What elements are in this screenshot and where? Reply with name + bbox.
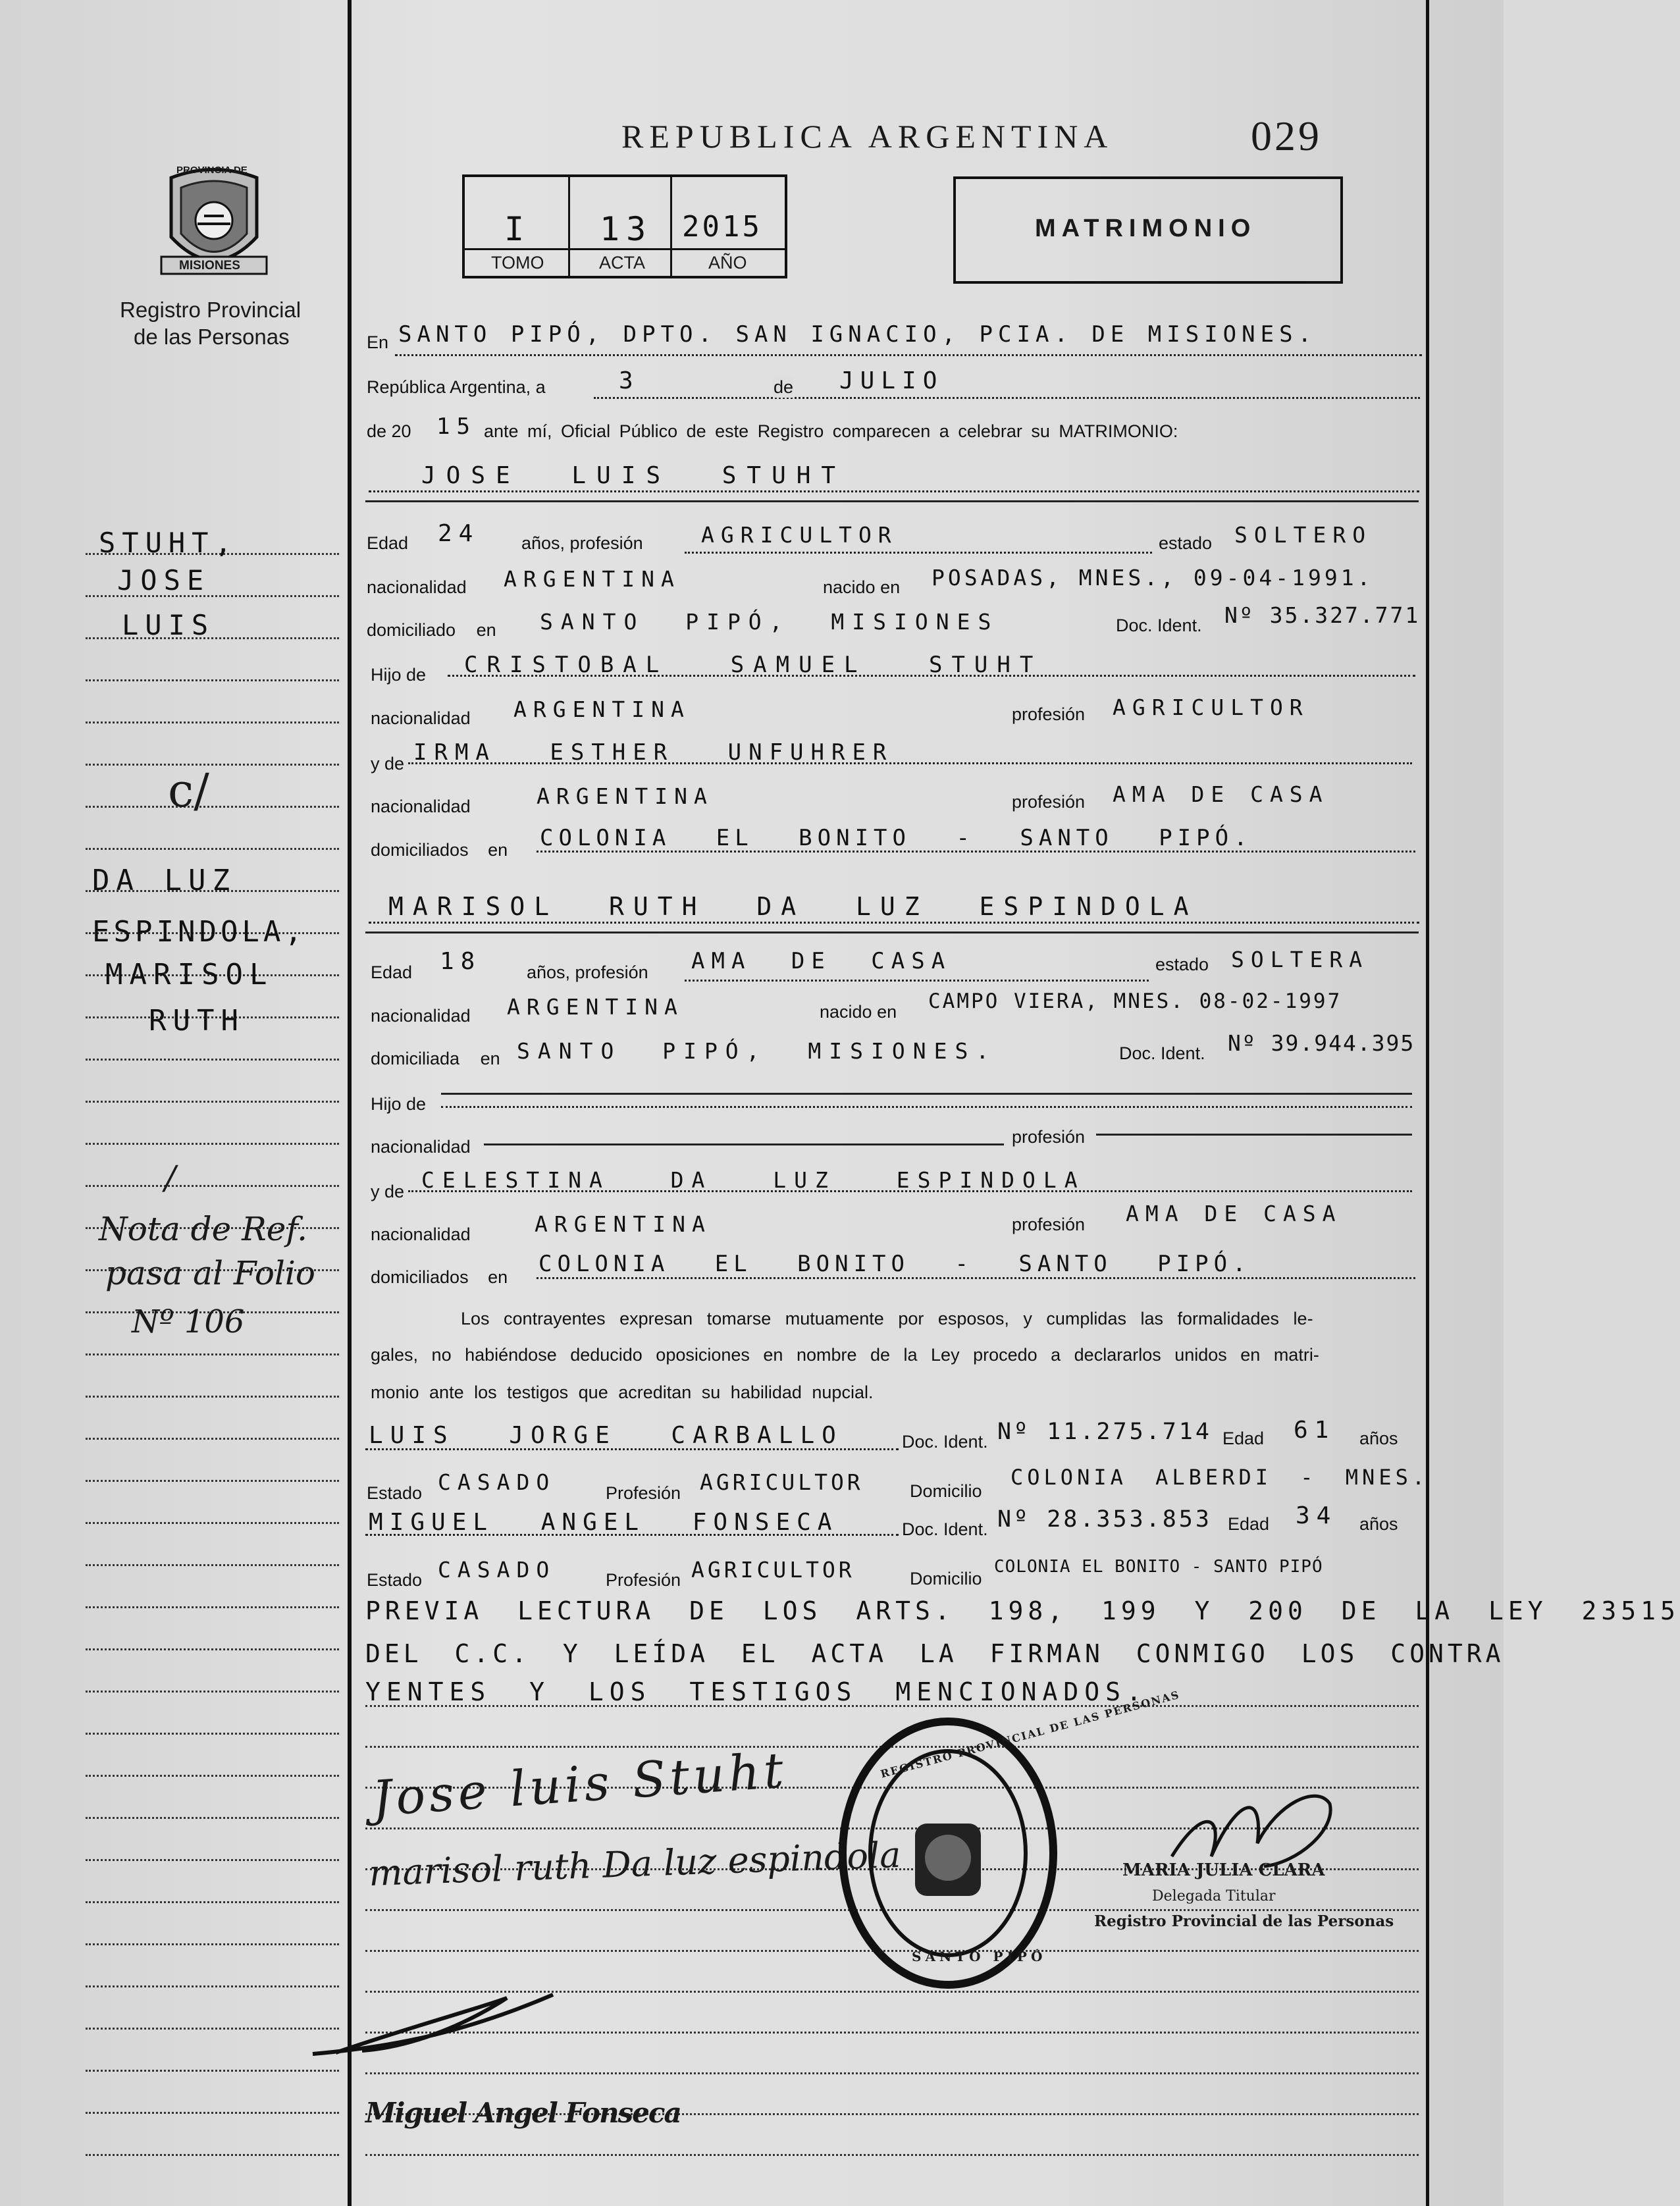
- witness2-dom-label: Domicilio: [910, 1569, 982, 1589]
- witness2-edad-label: Edad: [1228, 1514, 1270, 1534]
- margin-line-right: [1426, 0, 1429, 2206]
- witness1-name: LUIS JORGE CARBALLO: [369, 1422, 843, 1449]
- groom-mother-prof-label: profesión: [1012, 792, 1086, 812]
- bride-estado: SOLTERA: [1231, 947, 1369, 972]
- groom-doc-label: Doc. Ident.: [1116, 616, 1202, 635]
- groom-estado-label: estado: [1159, 533, 1213, 553]
- left-column-line: [86, 2112, 339, 2114]
- groom-mother-prof: AMA DE CASA: [1113, 781, 1329, 807]
- bride-father-nat-label: nacionalidad: [371, 1137, 471, 1157]
- left-column-line: [86, 806, 339, 808]
- ano-value: 2015: [682, 210, 762, 244]
- margin-groom-name1: JOSE: [117, 564, 211, 596]
- month-value: JULIO: [839, 367, 944, 394]
- witness2-doc: Nº 28.353.853: [997, 1506, 1212, 1533]
- acta-label: ACTA: [599, 253, 646, 273]
- bride-mother-prof-label: profesión: [1012, 1215, 1086, 1234]
- page-number: 029: [1251, 113, 1322, 159]
- witness2-estado-label: Estado: [367, 1570, 423, 1590]
- witness1-doc-label: Doc. Ident.: [902, 1432, 988, 1452]
- registry-name-line1: Registro Provincial: [120, 298, 302, 322]
- registry-name-line2: de las Personas: [134, 325, 290, 349]
- witness2-prof-label: Profesión: [606, 1570, 681, 1590]
- left-column-line: [86, 1733, 339, 1735]
- witness1-doc: Nº 11.275.714: [997, 1419, 1212, 1445]
- bride-doc-label: Doc. Ident.: [1119, 1043, 1205, 1063]
- left-column-line: [86, 2070, 339, 2072]
- margin-groom-surname: STUHT,: [99, 527, 238, 559]
- margin-note-line1: Nota de Ref.: [99, 1210, 307, 1248]
- groom-mother-nat: ARGENTINA: [537, 783, 714, 809]
- act-type: MATRIMONIO: [1035, 215, 1257, 242]
- document-title: REPUBLICA ARGENTINA: [621, 118, 1114, 155]
- bride-edad-label: Edad: [371, 962, 413, 982]
- left-column-line: [86, 848, 339, 850]
- left-column-line: [86, 1775, 339, 1777]
- bride-age: 18: [440, 948, 482, 975]
- act-type-box: [953, 176, 1343, 284]
- year-prefix: de 20: [367, 421, 411, 441]
- body-text-line2: gales, no habiéndose deducido oposiciones en nombre de la Ley procedo a declararlos unidos en matri-: [371, 1345, 1319, 1365]
- year-suffix: 15: [436, 413, 477, 440]
- en-label: En: [367, 332, 389, 352]
- witness2-dom: COLONIA EL BONITO - SANTO PIPÓ: [994, 1557, 1323, 1577]
- bride-hijo-label: Hijo de: [371, 1094, 427, 1114]
- day-value: 3: [619, 367, 640, 394]
- groom-nationality: ARGENTINA: [504, 566, 681, 592]
- bride-anos-profesion-label: años, profesión: [527, 962, 648, 982]
- witness1-estado-label: Estado: [367, 1483, 423, 1503]
- groom-hijo-label: Hijo de: [371, 665, 427, 685]
- groom-estado: SOLTERO: [1234, 522, 1373, 548]
- left-column-line: [86, 1691, 339, 1693]
- seal-text: REGISTRO PROVINCIAL DE LAS PERSONAS: [879, 1688, 1182, 1781]
- witness1-anos-label: años: [1359, 1429, 1398, 1448]
- left-column-line: [86, 722, 339, 723]
- left-column-line: [86, 1606, 339, 1608]
- bride-born: CAMPO VIERA, MNES. 08-02-1997: [928, 989, 1342, 1013]
- bride-mother: CELESTINA DA LUZ ESPINDOLA: [421, 1167, 1086, 1193]
- groom-full-name: JOSE LUIS STUHT: [421, 462, 847, 489]
- bride-mother-prof: AMA DE CASA: [1126, 1201, 1342, 1226]
- left-column-line: [86, 1817, 339, 1819]
- groom-signature: Jose luis Stuht: [370, 1742, 789, 1827]
- margin-groom-name2: LUIS: [122, 609, 215, 641]
- before-text: ante mí, Oficial Público de este Registro comparecen a celebrar su MATRIMONIO:: [484, 421, 1178, 441]
- left-column-line: [86, 1564, 339, 1566]
- groom-nacionalidad-label: nacionalidad: [367, 577, 467, 597]
- witness1-dom-label: Domicilio: [910, 1481, 982, 1501]
- groom-born: POSADAS, MNES., 09-04-1991.: [932, 565, 1374, 591]
- margin-bride-surname1: DA LUZ: [92, 864, 236, 897]
- groom-father-prof: AGRICULTOR: [1113, 695, 1309, 720]
- witness2-signature: Miguel Angel Fonseca: [365, 2097, 681, 2129]
- margin-tick: /: [165, 1159, 176, 1197]
- left-column-line: [86, 1522, 339, 1524]
- left-column-line: [86, 1059, 339, 1061]
- left-column-line: [86, 1943, 339, 1945]
- groom-parents-dom: COLONIA EL BONITO - SANTO PIPÓ.: [540, 825, 1253, 851]
- groom-anos-profesion-label: años, profesión: [521, 533, 643, 553]
- left-column-line: [86, 1859, 339, 1861]
- witness1-edad-label: Edad: [1222, 1429, 1265, 1448]
- left-column-line: [86, 1901, 339, 1903]
- official-org: Registro Provincial de las Personas: [1094, 1912, 1394, 1930]
- left-column-line: [86, 1480, 339, 1482]
- margin-note-line2: pasa al Folio: [105, 1254, 316, 1292]
- left-column-line: [86, 2154, 339, 2156]
- witness2-age: 34: [1296, 1502, 1338, 1529]
- witness2-anos-label: años: [1359, 1514, 1398, 1534]
- witness1-dom: COLONIA ALBERDI - MNES.: [1011, 1465, 1429, 1490]
- groom-nacido-label: nacido en: [823, 577, 901, 597]
- bride-nationality: ARGENTINA: [507, 994, 684, 1020]
- groom-father-nat: ARGENTINA: [513, 696, 691, 722]
- closing-line2: DEL C.C. Y LEÍDA EL ACTA LA FIRMAN CONMIGO LOS CONTRA: [365, 1639, 1505, 1668]
- bride-mother-nat: ARGENTINA: [535, 1211, 712, 1237]
- groom-profession: AGRICULTOR: [701, 522, 898, 548]
- bride-yde-label: y de: [371, 1182, 405, 1201]
- groom-parents-dom-label: domiciliados en: [371, 840, 508, 860]
- left-column-line: [86, 1648, 339, 1650]
- margin-note-line3: Nº 106: [132, 1303, 245, 1340]
- body-writing-line: [365, 2072, 1419, 2074]
- bride-signature: marisol ruth Da luz espindola: [368, 1833, 902, 1895]
- groom-father-nat-label: nacionalidad: [371, 708, 471, 728]
- groom-father: CRISTOBAL SAMUEL STUHT: [464, 652, 1043, 678]
- witness2-doc-label: Doc. Ident.: [902, 1519, 988, 1539]
- left-column-line: [86, 1985, 339, 1987]
- witness1-signature-scribble: [309, 1988, 560, 2061]
- emblem-bottom-text: MISIONES: [179, 259, 240, 273]
- tomo-label: TOMO: [491, 253, 544, 273]
- groom-edad-label: Edad: [367, 533, 409, 553]
- groom-age: 24: [438, 520, 480, 547]
- tomo-value: I: [504, 210, 531, 248]
- bride-estado-label: estado: [1155, 955, 1209, 974]
- bride-parents-dom: COLONIA EL BONITO - SANTO PIPÓ.: [538, 1251, 1251, 1277]
- bride-father-prof-label: profesión: [1012, 1127, 1086, 1147]
- bride-profession: AMA DE CASA: [691, 948, 952, 974]
- ano-label: AÑO: [708, 253, 747, 273]
- left-column-line: [86, 1438, 339, 1440]
- groom-mother-nat-label: nacionalidad: [371, 797, 471, 816]
- witness2-name: MIGUEL ANGEL FONSECA: [369, 1509, 839, 1536]
- left-column-line: [86, 1143, 339, 1145]
- acta-value: 13: [600, 210, 653, 248]
- groom-domiciliado-label: domiciliado en: [367, 620, 496, 640]
- witness2-prof: AGRICULTOR: [691, 1557, 855, 1583]
- left-column-line: [86, 2028, 339, 2030]
- margin-line-left: [348, 0, 352, 2206]
- republica-label: República Argentina, a: [367, 377, 546, 397]
- groom-mother: IRMA ESTHER UNFUHRER: [413, 739, 894, 766]
- tomo-acta-ano-table: [462, 174, 787, 278]
- witness1-prof: AGRICULTOR: [700, 1469, 864, 1495]
- left-column-line: [86, 1353, 339, 1355]
- official-name: MARIA JULIA CLARA: [1122, 1860, 1325, 1880]
- margin-bride-name1: MARISOL: [105, 958, 274, 991]
- bride-nacido-label: nacido en: [820, 1002, 897, 1022]
- witness2-estado: CASADO: [438, 1557, 556, 1583]
- witness1-estado: CASADO: [438, 1469, 556, 1495]
- left-column-line: [86, 679, 339, 681]
- witness1-prof-label: Profesión: [606, 1483, 681, 1503]
- seal-bottom-text: SANTO PIPÓ: [912, 1949, 1047, 1964]
- body-writing-line: [365, 1705, 1419, 1707]
- closing-line3: YENTES Y LOS TESTIGOS MENCIONADOS.: [365, 1677, 1147, 1706]
- bride-nacionalidad-label: nacionalidad: [371, 1006, 471, 1026]
- bride-doc: Nº 39.944.395: [1228, 1030, 1415, 1056]
- place-value: SANTO PIPÓ, DPTO. SAN IGNACIO, PCIA. DE MISIONES.: [398, 321, 1317, 348]
- body-text-line3: monio ante los testigos que acreditan su habilidad nupcial.: [371, 1382, 874, 1402]
- groom-father-prof-label: profesión: [1012, 704, 1086, 724]
- bride-mother-nat-label: nacionalidad: [371, 1224, 471, 1244]
- left-column-line: [86, 1185, 339, 1187]
- official-title: Delegada Titular: [1152, 1888, 1276, 1904]
- bride-domiciliada-label: domiciliada en: [371, 1049, 500, 1068]
- body-writing-line: [365, 2154, 1419, 2156]
- left-column-line: [86, 1101, 339, 1103]
- body-text-line1: Los contrayentes expresan tomarse mutuamente por esposos, y cumplidas las formalidades le-: [461, 1309, 1313, 1328]
- margin-bride-surname2: ESPINDOLA,: [92, 915, 306, 949]
- bride-domicile: SANTO PIPÓ, MISIONES.: [517, 1038, 997, 1064]
- left-column-line: [86, 764, 339, 766]
- bride-full-name: MARISOL RUTH DA LUZ ESPINDOLA: [388, 892, 1198, 921]
- groom-yde-label: y de: [371, 754, 405, 774]
- emblem-top-text: PROVINCIA DE: [176, 165, 248, 176]
- de-label: de: [774, 377, 794, 397]
- groom-domicile: SANTO PIPÓ, MISIONES: [540, 609, 999, 635]
- witness1-age: 61: [1294, 1417, 1336, 1444]
- margin-bride-name2: RUTH: [149, 1004, 245, 1037]
- bride-parents-dom-label: domiciliados en: [371, 1267, 508, 1287]
- left-column-line: [86, 1396, 339, 1398]
- groom-doc: Nº 35.327.771: [1224, 602, 1421, 628]
- margin-connector: c/: [168, 764, 209, 818]
- closing-line1: PREVIA LECTURA DE LOS ARTS. 198, 199 Y 200 DE LA LEY 23515: [365, 1596, 1680, 1625]
